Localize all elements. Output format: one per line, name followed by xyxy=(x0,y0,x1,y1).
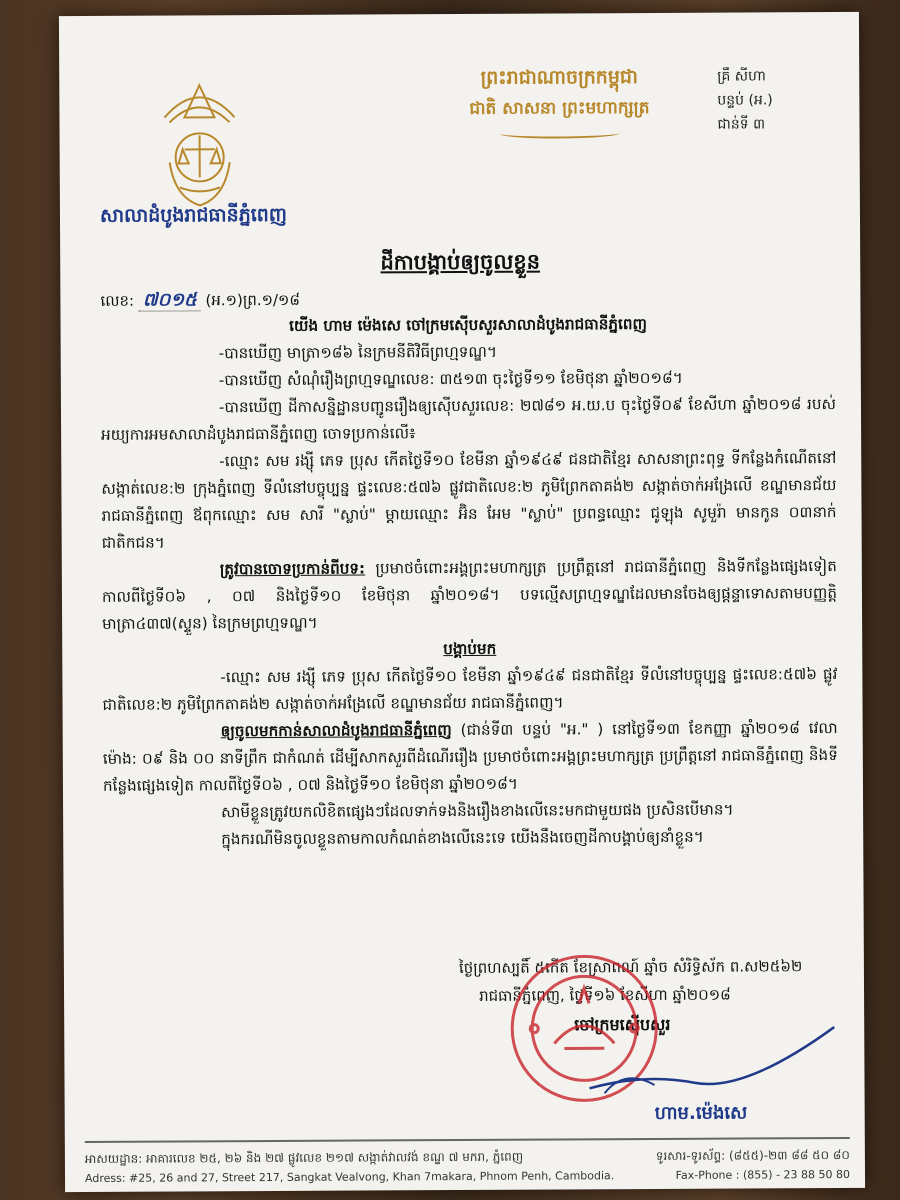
solar-date: រាជធានីភ្នំពេញ, ថ្ងៃទី១៦ ខែសីហា ឆ្នាំ២០១៨ xyxy=(479,985,731,1005)
kingdom-header xyxy=(409,65,709,140)
footer-address-english: Adress: #25, 26 and 27, Street 217, Sangkat Vealvong, Khan 7makara, Phnom Penh, Cambodia. xyxy=(84,1169,615,1185)
signer-name: ហាម.ម៉េងសេ xyxy=(654,1102,748,1124)
seen-prosecutor-order: -បានឃើញ ដីកាសន្និដ្ឋានបញ្ជូនរឿងឲ្យស៊ើបសួរលេខ: ២៧៨១ អ.យ.ប ចុះថ្ងៃទី០៩ ខែសីហា ឆ្នាំ២០១៨ របស់អយ្យការអមសាលាដំបូងរាជធានីភ្នំពេញ ចោទប្រកាន់លើ៖ xyxy=(101,395,837,444)
meta-floor: ជាន់ទី ៣ xyxy=(717,116,766,133)
charge-paragraph xyxy=(102,553,837,638)
document-footer xyxy=(85,1137,850,1189)
accused-details: -ឈ្មោះ សម រង្ស៊ី ភេទ ប្រុស កើតថ្ងៃទី១០ ខែមីនា ឆ្នាំ១៩៤៩ ជនជាតិខ្មែរ សាសនាព្រះពុទ្ធ ទីកន្លែងកំណើតនៅ សង្កាត់លេខ:២ ក្រុងភ្នំពេញ ទីលំនៅបច្ចុប្បន្ន ផ្ទះលេខ:៥៧៦ ផ្លូវជាតិលេខ:២ ភូមិព្រែកតាគង់២ សង្កាត់ចាក់អង្រែលើ ខណ្ឌមានជ័យ រាជធានីភ្នំពេញ ឪពុកឈ្មោះ សម សារី "ស្លាប់" ម្តាយឈ្មោះ អ៊ិន អែម "ស្លាប់" ប្រពន្ធឈ្មោះ ជូឡុង សូមួរ៉ា មានកូន ០៣នាក់ ជាតិកជន។ xyxy=(101,449,837,552)
ref-label: លេខ: xyxy=(100,291,135,310)
court-emblem-icon xyxy=(154,77,245,217)
ornament-divider xyxy=(500,128,620,139)
ref-number-handwritten: ៧០១៥ xyxy=(139,289,201,311)
seen-case-file: -បានឃើញ សំណុំរឿងព្រហ្មទណ្ឌលេខ: ៣៥១៣ ចុះថ្ងៃទី១១ ខែមិថុនា ឆ្នាំ២០១៨។ xyxy=(218,368,683,390)
court-name: សាលាដំបូងរាជធានីភ្នំពេញ xyxy=(99,203,287,227)
seen-article: -បានឃើញ មាត្រា១៨៦ នៃក្រមនីតិវិធីព្រហ្មទណ្ឌ។ xyxy=(218,342,497,363)
reference-number xyxy=(100,287,300,315)
summons-document xyxy=(59,12,865,1192)
documents-note: សាមីខ្លួនត្រូវយកលិខិតផ្សេងៗដែលទាក់ទងនិងរឿងខាងលើនេះមកជាមួយផង ប្រសិនបើមាន។ xyxy=(221,800,734,822)
document-body xyxy=(100,310,838,854)
meta-office: បន្ទប់ (អ.) xyxy=(717,92,773,109)
lunar-date: ថ្ងៃព្រហស្បតិ៍ ៥កើត ខែស្រាពណ៍ ឆ្នាំច សំរិទ្ធិស័ក ព.ស២៥៦២ xyxy=(458,957,803,978)
footer-phone-khmer: ទូរសារ-ទូរស័ព្ទ: (៨៥៥)-២៣ ៨៨ ៥០ ៨០ xyxy=(655,1147,850,1163)
order-heading: បង្គាប់មក xyxy=(443,639,497,659)
charge-label: ត្រូវបានចោទប្រកាន់ពីបទ: xyxy=(219,559,366,579)
summoned-person: -ឈ្មោះ សម រង្ស៊ី ភេទ ប្រុស កើតថ្ងៃទី១០ ខែមីនា ឆ្នាំ១៩៤៩ ជនជាតិខ្មែរ ទីលំនៅបច្ចុប្បន្ន ផ្ទះលេខ:៥៧៦ ផ្លូវជាតិលេខ:២ ភូមិព្រែកតាគង់២ សង្កាត់ចាក់អង្រែលើ ខណ្ឌមានជ័យ រាជធានីភ្នំពេញ។ xyxy=(102,665,838,714)
handwritten-signature-icon xyxy=(584,1012,844,1103)
kingdom-title: ព្រះរាជាណាចក្រកម្ពុជា xyxy=(480,66,639,89)
meta-room: គ្រឹ សីហា xyxy=(717,68,766,85)
summon-paragraph xyxy=(103,715,838,800)
kingdom-motto: ជាតិ សាសនា ព្រះមហាក្សត្រ xyxy=(469,98,650,119)
document-meta xyxy=(717,64,773,136)
summon-label: ឲ្យចូលមកកាន់សាលាដំបូងរាជធានីភ្នំពេញ xyxy=(220,721,452,741)
summon-text: (ជាន់ទី៣ បន្ទប់ "អ." ) នៅថ្ងៃទី១៣ ខែកញ្ញា ឆ្នាំ២០១៨ វេលាម៉ោង: ០៩ និង ០០ នាទីព្រឹក ជាកំណត់ ដើម្បីសាកសួរពីដំណើររឿង ប្រមាថចំពោះអង្គព្រះមហាក្សត្រ ប្រព្រឹត្តនៅ រាជធានីភ្នំពេញ និងទីកន្លែងផ្សេងទៀត កាលពីថ្ងៃទី០៦ , ០៧ និងថ្ងៃទី១០ ខែមិថុនា ឆ្នាំ២០១៨។ xyxy=(102,719,838,795)
signer-title: ចៅក្រមស៊ើបសួរ xyxy=(574,1014,671,1035)
footer-address-khmer: អាសយដ្ឋាន: អាគារលេខ ២៥, ២៦ និង ២៧ ផ្លូវលេខ ២១៧ សង្កាត់វាលវង់ ខណ្ឌ ៧ មករា, ភ្នំពេញ xyxy=(84,1149,524,1166)
document-title: ដីកាបង្គាប់ឲ្យចូលខ្លួន xyxy=(380,249,541,275)
warning-note: ក្នុងករណីមិនចូលខ្លួនតាមកាលកំណត់ខាងលើនេះទេ យើងនឹងចេញដីកាបង្គាប់ឲ្យនាំខ្លួន។ xyxy=(221,827,704,849)
judge-intro: យើង ហាម ម៉េងសេ ចៅក្រមស៊ើបសួរសាលាដំបូងរាជធានីភ្នំពេញ xyxy=(289,315,648,335)
charge-text: ប្រមាថចំពោះអង្គព្រះមហាក្សត្រ ប្រព្រឹត្តនៅ រាជធានីភ្នំពេញ និងទីកន្លែងផ្សេងទៀត កាលពីថ្ងៃទី០៦ , ០៧ និងថ្ងៃទី១០ ខែមិថុនា ឆ្នាំ២០១៨។ បទល្មើសព្រហ្មទណ្ឌដែលមានចែងឲ្យផ្តន្ទាទោសតាមបញ្ញត្តិមាត្រា៤៣៧(ស្ទួន) នៃក្រមព្រហ្មទណ្ឌ។ xyxy=(101,557,838,633)
ref-suffix: (អ.១)ព្រ.១/១៨ xyxy=(205,290,301,310)
footer-phone-english: Fax-Phone : (855) - 23 88 50 80 xyxy=(675,1167,851,1182)
